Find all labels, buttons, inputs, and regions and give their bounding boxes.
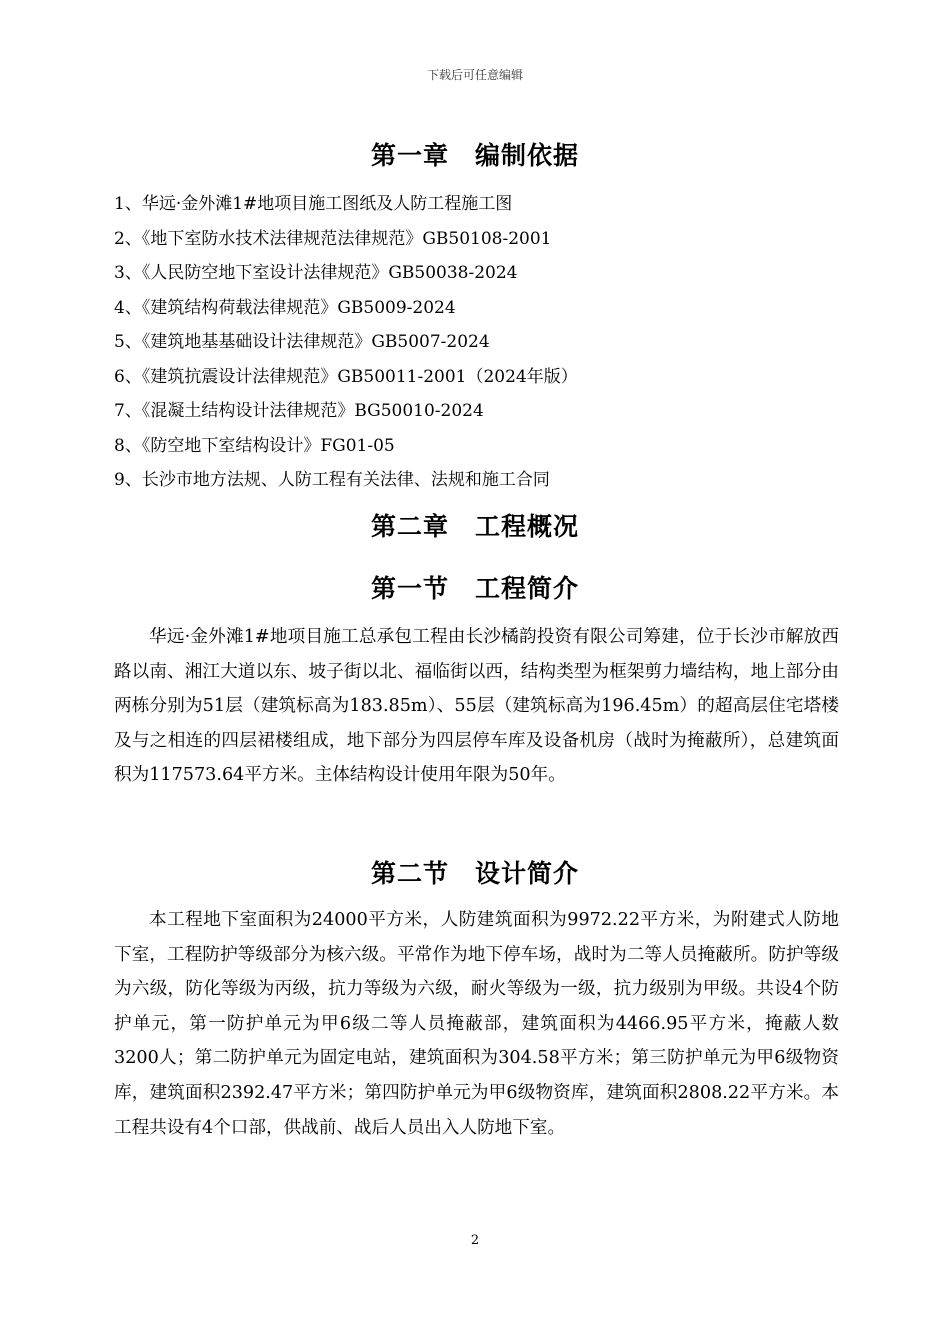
reference-item-2: 2、《地下室防水技术法律规范法律规范》GB50108-2001 [114,229,552,249]
page-header-note: 下载后可任意编辑 [426,68,523,82]
section-1-title: 第一节 工程简介 [370,574,579,603]
reference-item-9: 9、长沙市地方法规、人防工程有关法律、法规和施工合同 [114,470,550,490]
reference-item-4: 4、《建筑结构荷载法律规范》GB5009-2024 [114,298,456,318]
chapter-2-title: 第二章 工程概况 [370,512,579,541]
reference-item-1: 1、华远·金外滩1#地项目施工图纸及人防工程施工图 [114,194,513,214]
reference-item-6: 6、《建筑抗震设计法律规范》GB50011-2001（2024年版） [114,367,578,387]
reference-item-5: 5、《建筑地基基础设计法律规范》GB5007-2024 [114,332,490,352]
design-overview-paragraph: 本工程地下室面积为24000平方米，人防建筑面积为9972.22平方米，为附建式人防地下室，工程防护等级部分为核六级。平常作为地下停车场，战时为二等人员掩蔽所。防护等级为六级，防化等级为丙级，抗力等级为六级，耐火等级为一级，抗力级别为甲级。共设4个防护单元，第一防护单元为甲6级二等人员掩蔽部，建筑面积为4466.95平方米，掩蔽人数3200人；第二防护单元为固定电站，建筑面积为304.58平方米；第三防护单元为甲6级物资库，建筑面积2392.47平方米；第四防护单元为甲6级物资库，建筑面积2808.22平方米。本工程共设有4个口部，供战前、战后人员出入人防地下室。 [114,910,839,1138]
section-2-title: 第二节 设计简介 [370,859,579,888]
page-number: 2 [470,1233,480,1248]
chapter-1-title: 第一章 编制依据 [370,141,579,170]
project-overview-paragraph: 华远·金外滩1#地项目施工总承包工程由长沙橘韵投资有限公司筹建，位于长沙市解放西路以南、湘江大道以东、坡子街以北、福临街以西，结构类型为框架剪力墙结构，地上部分由两栋分别为51层（建筑标高为183.85m）、55层（建筑标高为196.45m）的超高层住宅塔楼及与之相连的四层裙楼组成，地下部分为四层停车库及设备机房（战时为掩蔽所），总建筑面积为117573.64平方米。主体结构设计使用年限为50年。 [114,627,839,786]
reference-item-3: 3、《人民防空地下室设计法律规范》GB50038-2024 [114,263,518,283]
reference-item-8: 8、《防空地下室结构设计》FG01-05 [114,436,395,456]
reference-item-7: 7、《混凝土结构设计法律规范》BG50010-2024 [114,401,484,421]
